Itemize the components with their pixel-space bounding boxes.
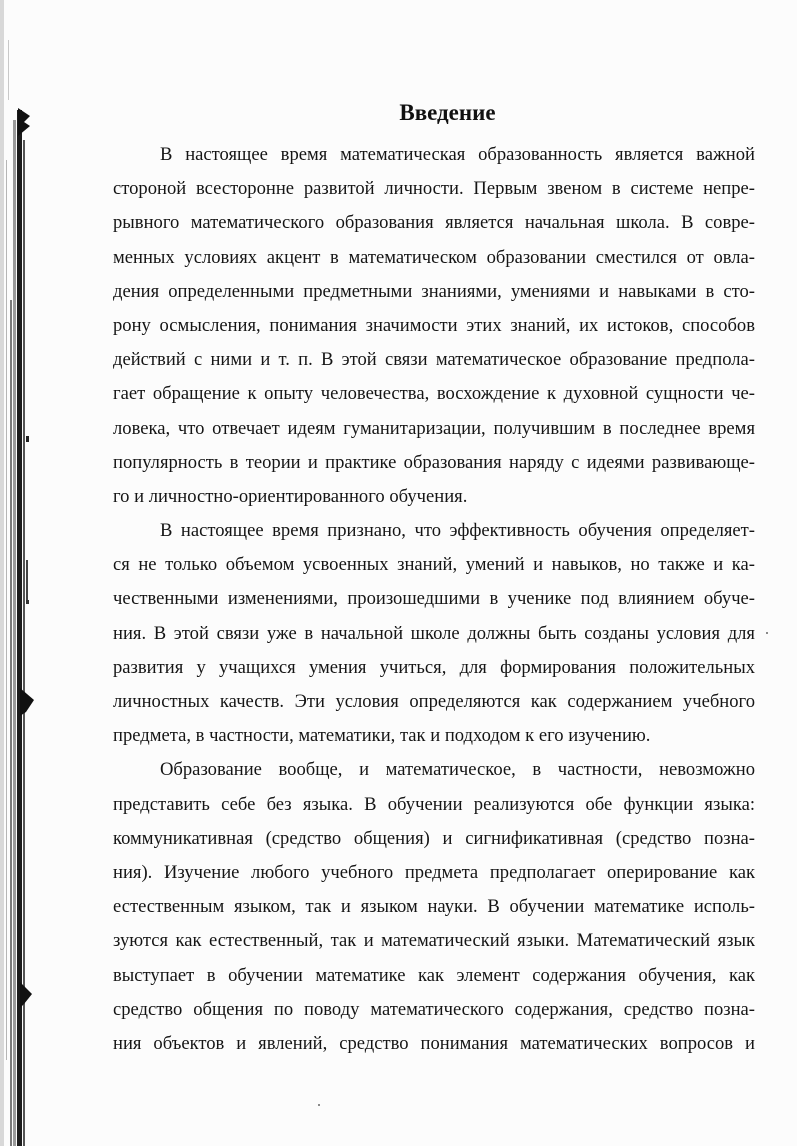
text-line: ния). Изучение любого учебного предмета предполагает оперирование как xyxy=(113,861,755,883)
text-line: популярность в теории и практике образования наряду с идеями развивающе- xyxy=(113,451,755,473)
text-line: В настоящее время признано, что эффективность обучения определяет- xyxy=(160,520,755,542)
text-line: менных условиях акцент в математическом образовании сместился от овла- xyxy=(113,246,755,268)
text-line: го и личностно-ориентированного обучения. xyxy=(113,485,468,507)
text-line: ся не только объемом усвоенных знаний, умений и навыков, но также и ка- xyxy=(113,554,755,576)
binding-edge xyxy=(0,0,40,1146)
scan-speck xyxy=(766,632,768,634)
text-line: гает обращение к опыту человечества, восхождение к духовной сущности че- xyxy=(113,383,755,405)
text-line: представить себе без языка. В обучении реализуются обе функции языка: xyxy=(113,793,755,815)
text-line: рывного математического образования является начальная школа. В совре- xyxy=(113,212,755,234)
scan-speck xyxy=(318,1104,320,1106)
text-line: выступает в обучении математике как элемент содержания обучения, как xyxy=(113,964,755,986)
body-text xyxy=(113,138,755,1061)
paragraph xyxy=(113,753,755,1061)
text-line: средство общения по поводу математического содержания, средство позна- xyxy=(113,998,755,1020)
text-line: зуются как естественный, так и математический языки. Математический язык xyxy=(113,930,755,952)
paragraph xyxy=(113,514,755,753)
text-line: стороной всесторонне развитой личности. Первым звеном в системе непре- xyxy=(113,178,755,200)
text-line: ния объектов и явлений, средство понимания математических вопросов и xyxy=(113,1032,755,1054)
text-line: Образование вообще, и математическое, в частности, невозможно xyxy=(160,759,755,781)
text-line: предмета, в частности, математики, так и подходом к его изучению. xyxy=(113,725,651,747)
text-line: коммуникативная (средство общения) и сигнификативная (средство позна- xyxy=(113,827,755,849)
text-line: ния. В этой связи уже в начальной школе должны быть созданы условия для xyxy=(113,622,755,644)
text-line: личностных качеств. Эти условия определяются как содержанием учебного xyxy=(113,691,755,712)
text-line: дения определенными предметными знаниями, умениями и навыками в сто- xyxy=(113,280,755,302)
text-line: В настоящее время математическая образованность является важной xyxy=(160,144,755,165)
text-line: развития у учащихся умения учиться, для формирования положительных xyxy=(113,656,755,678)
text-line: рону осмысления, понимания значимости этих знаний, их истоков, способов xyxy=(113,314,755,336)
text-line: естественным языком, так и языком науки. В обучении математике исполь- xyxy=(113,896,755,918)
page-title: Введение xyxy=(399,100,496,125)
text-line: чественными изменениями, произошедшими в ученике под влиянием обуче- xyxy=(113,588,755,610)
text-line: действий с ними и т. п. В этой связи математическое образование предпола- xyxy=(113,349,755,371)
paragraph xyxy=(113,138,755,514)
text-line: ловека, что отвечает идеям гуманитаризации, получившим в последнее время xyxy=(113,417,755,439)
